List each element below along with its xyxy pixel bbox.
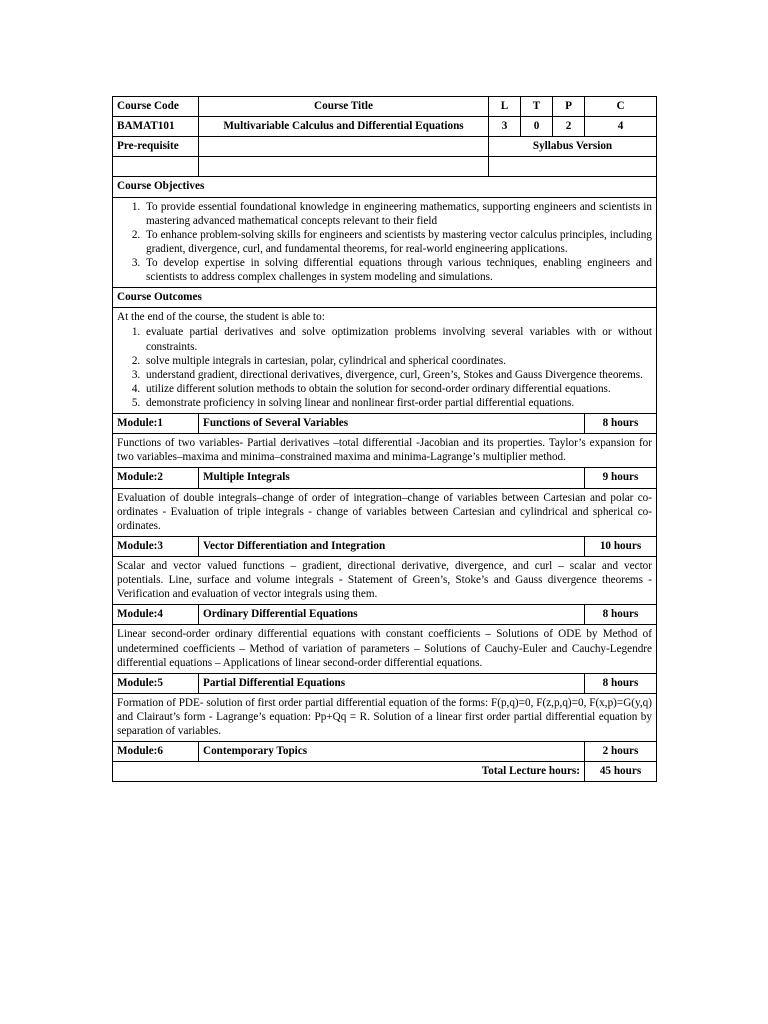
module-description-row [113, 556, 657, 604]
course-code-value: BAMAT101 [113, 117, 199, 137]
list-item: 3. understand gradient, directional derivatives, divergence, curl, Green’s, Stokes and Gauss Divergence theorems. [143, 368, 652, 382]
module-header-row [113, 605, 657, 625]
module-description: Evaluation of double integrals–change of order of integration–change of variables between Cartesian and polar co-ordinates - Evaluation of triple integrals - change of variables between Cartesian and cylindrical and spherical co-ordinates. [113, 488, 657, 536]
course-code-label: Course Code [113, 97, 199, 117]
list-item: 5. demonstrate proficiency in solving linear and nonlinear first-order partial differential equations. [143, 396, 652, 410]
course-objectives-heading: Course Objectives [113, 177, 657, 197]
syllabus-table [112, 96, 657, 782]
module-label: Module:3 [113, 536, 199, 556]
module-title: Ordinary Differential Equations [199, 605, 585, 625]
spacer-cell-2 [199, 157, 489, 177]
list-item: 4. utilize different solution methods to obtain the solution for second-order ordinary differential equations. [143, 382, 652, 396]
module-description: Formation of PDE- solution of first order partial differential equation of the forms: F(p,q)=0, F(z,p,q)=0, F(x,p)=G(y,q) and Clairaut’s form - Lagrange’s equation: Pp+Qq = R. Solution of a linear first order partial differential equation by separation of variables. [113, 693, 657, 741]
total-row [113, 762, 657, 782]
list-item: 2. solve multiple integrals in cartesian, polar, cylindrical and spherical coordinates. [143, 354, 652, 368]
course-info-row [113, 117, 657, 137]
module-header-row [113, 414, 657, 434]
module-description: Functions of two variables- Partial derivatives –total differential -Jacobian and its properties. Taylor’s expansion for two variables–maxima and minima–constrained maxima and minima-Lagrange’s multiplier method. [113, 434, 657, 468]
module-label: Module:6 [113, 742, 199, 762]
outcomes-list-row [113, 308, 657, 414]
spacer-cell-1 [113, 157, 199, 177]
course-title-label: Course Title [199, 97, 489, 117]
module-header-row [113, 468, 657, 488]
outcomes-list [117, 325, 652, 410]
module-label: Module:5 [113, 673, 199, 693]
module-hours: 10 hours [585, 536, 657, 556]
module-description: Linear second-order ordinary differential equations with constant coefficients – Solutions of ODE by Method of undetermined coefficients – Method of variation of parameters – Solutions of Cauchy-Euler and Cauchy-Legendre differential equations – Applications of linear second-order differential equations. [113, 625, 657, 673]
total-lecture-hours-value: 45 hours [585, 762, 657, 782]
module-hours: 8 hours [585, 414, 657, 434]
syllabus-version-label: Syllabus Version [489, 137, 657, 157]
module-hours: 2 hours [585, 742, 657, 762]
module-title: Vector Differentiation and Integration [199, 536, 585, 556]
outcomes-intro: At the end of the course, the student is able to: [117, 311, 325, 324]
total-lecture-hours-label: Total Lecture hours: [113, 762, 585, 782]
prerequisite-label: Pre-requisite [113, 137, 199, 157]
col-c-value: 4 [585, 117, 657, 137]
col-p-value: 2 [553, 117, 585, 137]
list-item: 1. evaluate partial derivatives and solve optimization problems involving several variables with or without constraints. [143, 325, 652, 353]
course-outcomes-heading: Course Outcomes [113, 288, 657, 308]
module-title: Partial Differential Equations [199, 673, 585, 693]
module-hours: 9 hours [585, 468, 657, 488]
course-outcomes-cell [113, 308, 657, 414]
course-objectives-cell [113, 197, 657, 288]
module-label: Module:1 [113, 414, 199, 434]
objectives-heading-row [113, 177, 657, 197]
prerequisite-value [199, 137, 489, 157]
module-header-row [113, 673, 657, 693]
col-t-label: T [521, 97, 553, 117]
course-title-value: Multivariable Calculus and Differential Equations [199, 117, 489, 137]
table-header-row [113, 97, 657, 117]
module-title: Multiple Integrals [199, 468, 585, 488]
col-l-value: 3 [489, 117, 521, 137]
module-title: Contemporary Topics [199, 742, 585, 762]
module-label: Module:4 [113, 605, 199, 625]
module-title: Functions of Several Variables [199, 414, 585, 434]
spacer-row [113, 157, 657, 177]
col-c-label: C [585, 97, 657, 117]
objectives-list [117, 200, 652, 285]
module-description-row [113, 625, 657, 673]
col-p-label: P [553, 97, 585, 117]
module-header-row [113, 742, 657, 762]
module-description-row [113, 488, 657, 536]
module-description: Scalar and vector valued functions – gradient, directional derivative, divergence, and curl – scalar and vector potentials. Line, surface and volume integrals - Statement of Green’s, Stoke’s and Gauss divergence theorems - Verification and evaluation of vector integrals using them. [113, 556, 657, 604]
syllabus-version-value [489, 157, 657, 177]
module-description-row [113, 434, 657, 468]
col-t-value: 0 [521, 117, 553, 137]
list-item: 1. To provide essential foundational knowledge in engineering mathematics, supporting engineers and scientists in mastering advanced mathematical concepts relevant to their field [143, 200, 652, 228]
module-description-row [113, 693, 657, 741]
module-hours: 8 hours [585, 605, 657, 625]
col-l-label: L [489, 97, 521, 117]
prerequisite-row [113, 137, 657, 157]
module-header-row [113, 536, 657, 556]
module-hours: 8 hours [585, 673, 657, 693]
list-item: 3. To develop expertise in solving differential equations through various techniques, enabling engineers and scientists to address complex challenges in system modeling and simulations. [143, 256, 652, 284]
outcomes-heading-row [113, 288, 657, 308]
list-item: 2. To enhance problem-solving skills for engineers and scientists by mastering vector calculus principles, including gradient, divergence, curl, and fundamental theorems, for real-world engineering applications. [143, 228, 652, 256]
module-label: Module:2 [113, 468, 199, 488]
objectives-list-row [113, 197, 657, 288]
